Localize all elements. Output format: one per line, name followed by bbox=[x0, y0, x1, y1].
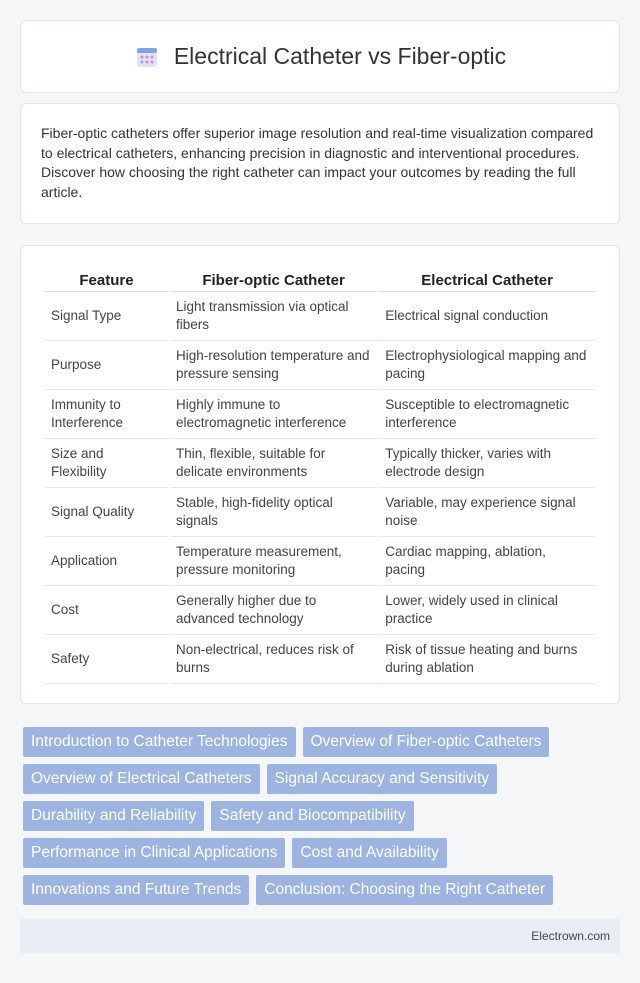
table-row bbox=[45, 586, 595, 635]
cell-fiber-optic: Light transmission via optical fibers bbox=[170, 292, 377, 341]
table-row bbox=[45, 390, 595, 439]
calendar-grid-icon bbox=[134, 44, 160, 70]
tag-fiber-optic-overview[interactable]: Overview of Fiber-optic Catheters bbox=[303, 727, 550, 757]
cell-fiber-optic: Non-electrical, reduces risk of burns bbox=[170, 635, 377, 684]
cell-electrical: Cardiac mapping, ablation, pacing bbox=[379, 537, 595, 586]
table-row bbox=[45, 341, 595, 390]
comparison-table bbox=[43, 266, 597, 684]
cell-feature: Immunity to Interference bbox=[45, 390, 168, 439]
cell-fiber-optic: Stable, high-fidelity optical signals bbox=[170, 488, 377, 537]
cell-feature: Safety bbox=[45, 635, 168, 684]
cell-feature: Application bbox=[45, 537, 168, 586]
header-electrical: Electrical Catheter bbox=[379, 266, 595, 292]
tag-signal-accuracy[interactable]: Signal Accuracy and Sensitivity bbox=[267, 764, 498, 794]
header-card bbox=[20, 20, 620, 93]
cell-electrical: Typically thicker, varies with electrode design bbox=[379, 439, 595, 488]
cell-feature: Signal Type bbox=[45, 292, 168, 341]
cell-electrical: Susceptible to electromagnetic interference bbox=[379, 390, 595, 439]
tag-safety[interactable]: Safety and Biocompatibility bbox=[211, 801, 413, 831]
tag-row bbox=[23, 764, 583, 794]
page-title: Electrical Catheter vs Fiber-optic bbox=[173, 43, 507, 69]
table-row bbox=[45, 488, 595, 537]
cell-electrical: Electrophysiological mapping and pacing bbox=[379, 341, 595, 390]
table-header-row bbox=[45, 266, 595, 292]
footer-brand: Electrown.com bbox=[531, 929, 610, 943]
header-fiber-optic: Fiber-optic Catheter bbox=[170, 266, 377, 292]
cell-feature: Purpose bbox=[45, 341, 168, 390]
cell-electrical: Variable, may experience signal noise bbox=[379, 488, 595, 537]
intro-text: Fiber-optic catheters offer superior image resolution and real-time visualization compared to electrical catheters, enhancing precision in diagnostic and interventional procedures. Discover how choosing the right catheter can impact your outcomes by reading the full article. bbox=[41, 125, 594, 200]
cell-electrical: Lower, widely used in clinical practice bbox=[379, 586, 595, 635]
tag-row bbox=[23, 875, 583, 905]
table-row bbox=[45, 635, 595, 684]
tag-innovations[interactable]: Innovations and Future Trends bbox=[23, 875, 249, 905]
table-row bbox=[45, 292, 595, 341]
cell-feature: Signal Quality bbox=[45, 488, 168, 537]
tag-cost[interactable]: Cost and Availability bbox=[292, 838, 446, 868]
table-row bbox=[45, 537, 595, 586]
table-row bbox=[45, 439, 595, 488]
cell-fiber-optic: Generally higher due to advanced technology bbox=[170, 586, 377, 635]
cell-fiber-optic: High-resolution temperature and pressure sensing bbox=[170, 341, 377, 390]
tag-row bbox=[23, 801, 583, 831]
header-feature: Feature bbox=[45, 266, 168, 292]
tag-durability[interactable]: Durability and Reliability bbox=[23, 801, 204, 831]
cell-fiber-optic: Highly immune to electromagnetic interference bbox=[170, 390, 377, 439]
comparison-table-card bbox=[20, 245, 620, 704]
topic-tags bbox=[23, 727, 583, 912]
tag-conclusion[interactable]: Conclusion: Choosing the Right Catheter bbox=[256, 875, 553, 905]
cell-fiber-optic: Temperature measurement, pressure monitoring bbox=[170, 537, 377, 586]
cell-feature: Size and Flexibility bbox=[45, 439, 168, 488]
tag-row bbox=[23, 727, 583, 757]
tag-introduction[interactable]: Introduction to Catheter Technologies bbox=[23, 727, 296, 757]
tag-clinical-performance[interactable]: Performance in Clinical Applications bbox=[23, 838, 285, 868]
intro-card bbox=[20, 103, 620, 224]
tag-row bbox=[23, 838, 583, 868]
cell-electrical: Risk of tissue heating and burns during ablation bbox=[379, 635, 595, 684]
cell-electrical: Electrical signal conduction bbox=[379, 292, 595, 341]
title-wrap bbox=[134, 43, 506, 70]
cell-fiber-optic: Thin, flexible, suitable for delicate environments bbox=[170, 439, 377, 488]
tag-electrical-overview[interactable]: Overview of Electrical Catheters bbox=[23, 764, 260, 794]
footer bbox=[20, 919, 620, 953]
cell-feature: Cost bbox=[45, 586, 168, 635]
